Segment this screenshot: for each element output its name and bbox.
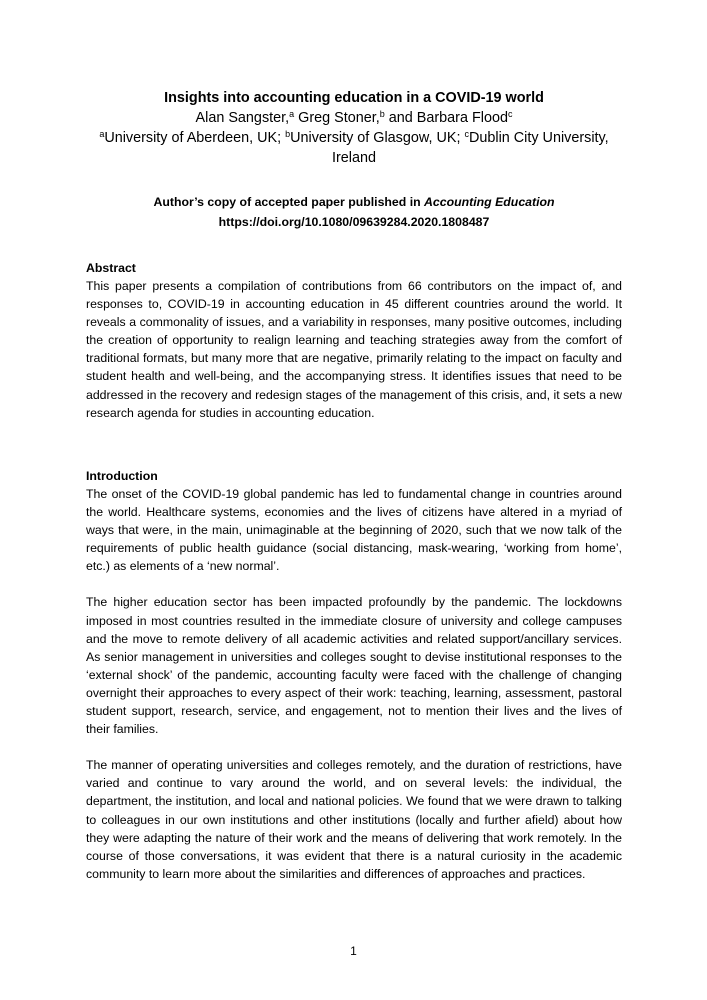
author-list: [86, 108, 622, 128]
introduction-heading: Introduction: [86, 469, 158, 483]
introduction-paragraph: The manner of operating universities and colleges remotely, and the duration of restrictions, have varied and continue to vary around the world, and on several levels: the individual, the department, the institution, and local and national policies. We found that we were drawn to talking to colleagues in our own institutions and other institutions (locally and further afield) about how they were adapting the nature of their work and the means of delivering that work remotely. In the course of those conversations, it was evident that there is a natural curiosity in the academic community to learn more about the similarities and differences of approaches and practices.: [86, 758, 622, 881]
affiliation-list: [86, 128, 622, 168]
paper-title: Insights into accounting education in a COVID-19 world: [164, 90, 544, 106]
abstract-text: This paper presents a compilation of contributions from 66 contributors on the impact of, and responses to, COVID-19 in accounting education in 45 different countries around the world. It reveals a commonality of issues, and a variability in responses, many positive outcomes, including the creation of opportunity to realign learning and teaching strategies away from the comfort of traditional formats, but many more that are negative, primarily relating to the impact on faculty and student health and well-being, and the accompanying stress. It identifies issues that need to be addressed in the recovery and redesign stages of the management of this crisis, and, it sets a new research agenda for studies in accounting education.: [86, 279, 622, 420]
title-block: [86, 88, 622, 168]
publication-note-line: [86, 192, 622, 212]
author-affiliation-marker: a: [289, 109, 295, 119]
page-number: 1: [350, 944, 357, 958]
author-name: Alan Sangster,: [195, 110, 290, 126]
abstract-heading: Abstract: [86, 261, 136, 275]
affiliation-text: University of Aberdeen, UK;: [104, 130, 286, 146]
author-affiliation-marker: c: [507, 109, 513, 119]
abstract-section: [86, 259, 622, 422]
author-name: and Barbara Flood: [384, 110, 508, 126]
introduction-paragraph: The higher education sector has been impacted profoundly by the pandemic. The lockdowns imposed in most countries resulted in the immediate closure of university and college campuses and the move to remote delivery of all academic activities and related support/ancillary services. As senior management in universities and colleges sought to devise institutional responses to the ‘external shock’ of the pandemic, accounting faculty were faced with the challenge of changing overnight their approaches to every aspect of their work: teaching, learning, assessment, pastoral student support, research, service, and engagement, not to mention their lives and the lives of their families.: [86, 595, 622, 737]
publication-note-prefix: Author’s copy of accepted paper published in: [153, 195, 425, 209]
author-name: Greg Stoner,: [294, 110, 380, 126]
affiliation-marker: b: [285, 129, 291, 139]
introduction-section: [86, 467, 622, 883]
affiliation-marker: a: [99, 129, 105, 139]
doi-link[interactable]: https://doi.org/10.1080/09639284.2020.1808487: [218, 215, 490, 229]
introduction-paragraph: The onset of the COVID-19 global pandemic has led to fundamental change in countries around the world. Healthcare systems, economies and the lives of citizens have altered in a myriad of ways that were, in the main, unimaginable at the beginning of 2020, such that we now talk of the requirements of public health guidance (social distancing, mask-wearing, ‘working from home’, etc.) as elements of a ‘new normal’.: [86, 487, 622, 574]
affiliation-text: Dublin City University, Ireland: [331, 130, 609, 166]
affiliation-text: University of Glasgow, UK;: [290, 130, 465, 146]
affiliation-marker: c: [464, 129, 469, 139]
journal-name: Accounting Education: [424, 195, 555, 209]
publication-note: [86, 192, 622, 232]
author-affiliation-marker: b: [379, 109, 385, 119]
